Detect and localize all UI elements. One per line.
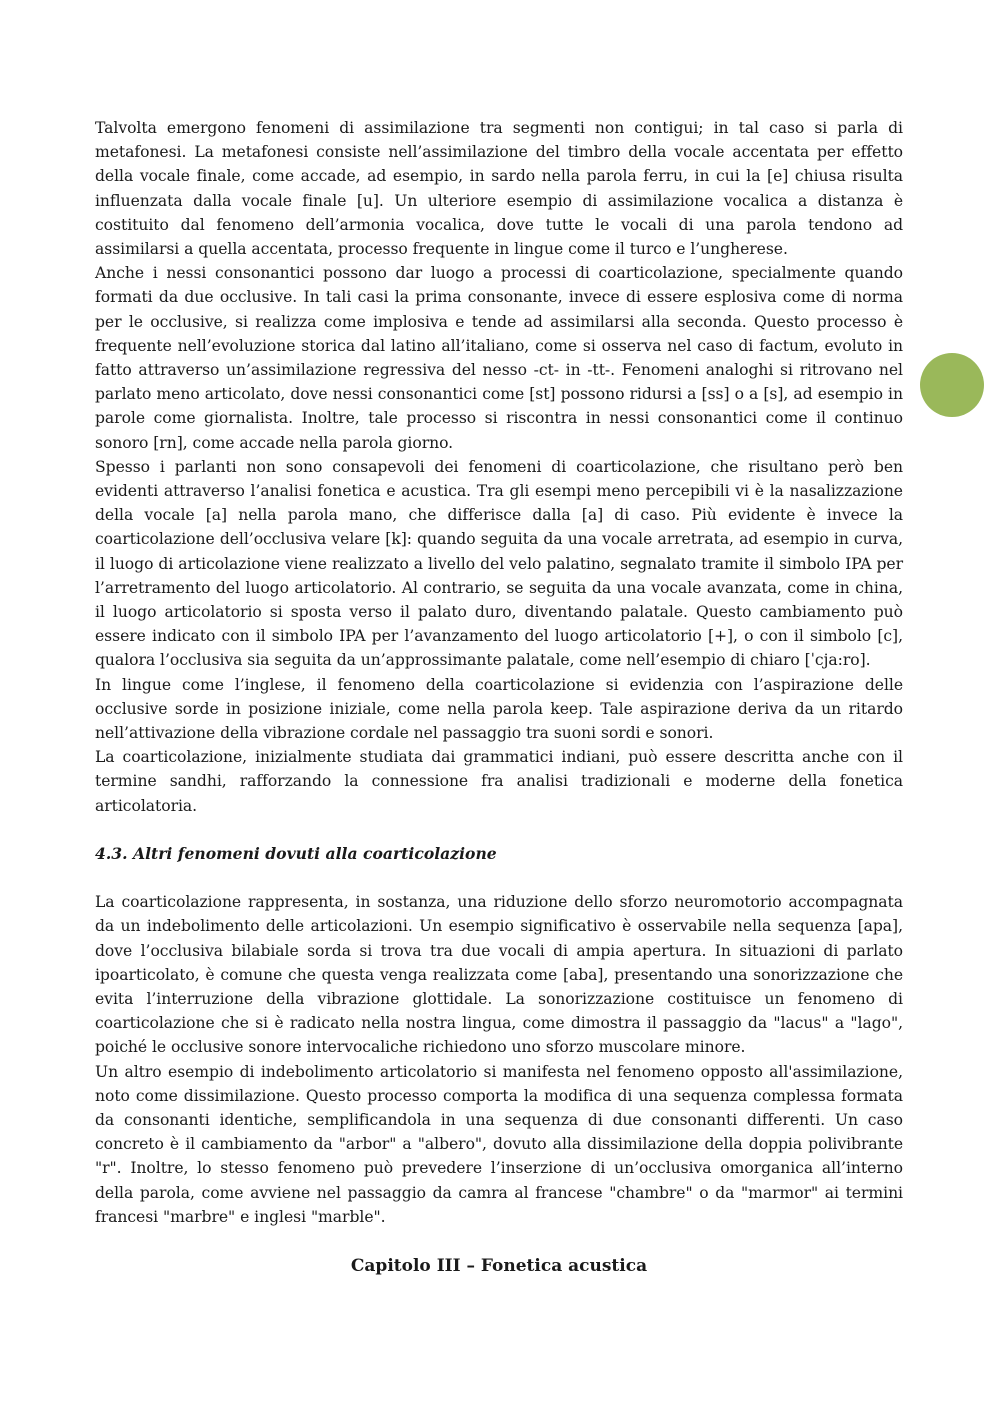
chapter-title: Capitolo III – Fonetica acustica	[350, 1255, 648, 1276]
body-paragraph: In lingue come l’inglese, il fenomeno della coarticolazione si evidenzia con l’aspirazione delle occlusive sorde in posizione iniziale, come nella parola keep. Tale aspirazione deriva da un ritardo nell’attivazione della vibrazione cordale nel passaggio tra suoni sordi e sonori.	[95, 675, 903, 743]
body-paragraph: Anche i nessi consonantici possono dar luogo a processi di coarticolazione, specialmente quando formati da due occlusive. In tali casi la prima consonante, invece di essere esplosiva come di norma per le occlusive, si realizza come implosiva e tende ad assimilarsi alla seconda. Questo processo è frequente nell’evoluzione storica dal latino all’italiano, come si osserva nel caso di factum, evoluto in fatto attraverso un’assimilazione regressiva del nesso -ct- in -tt-. Fenomeni analoghi si ritrovano nel parlato meno articolato, dove nessi consonantici come [st] possono ridursi a [ss] o a [s], ad esempio in parole come giornalista. Inoltre, tale processo si riscontra in nessi consonantici come il continuo sonoro [rn], come accade nella parola giorno.	[95, 264, 903, 452]
body-paragraph: Un altro esempio di indebolimento articolatorio si manifesta nel fenomeno opposto all'assimilazione, noto come dissimilazione. Questo processo comporta la modifica di una sequenza complessa formata da consonanti identiche, semplificandola in una sequenza di due consonanti differenti. Un caso concreto è il cambiamento da "arbor" a "albero", dovuto alla dissimilazione della doppia polivibrante "r". Inoltre, lo stesso fenomeno può prevedere l’inserzione di un’occlusiva omorganica all’interno della parola, come avviene nel passaggio da camra al francese "chambre" o da "marmor" ai termini francesi "marbre" e inglesi "marble".	[95, 1062, 903, 1226]
body-paragraph: La coarticolazione, inizialmente studiata dai grammatici indiani, può essere descritta anche con il termine sandhi, rafforzando la connessione fra analisi tradizionali e moderne della fonetica articolatoria.	[95, 748, 903, 815]
section-heading: 4.3. Altri fenomeni dovuti alla coarticolazione	[95, 843, 497, 863]
body-paragraph: La coarticolazione rappresenta, in sostanza, una riduzione dello sforzo neuromotorio accompagnata da un indebolimento delle articolazioni. Un esempio significativo è osservabile nella sequenza [apa], dove l’occlusiva bilabiale sorda si trova tra due vocali di ampia apertura. In situazioni di parlato ipoarticolato, è comune che questa venga realizzata come [aba], presentando una sonorizzazione che evita l’interruzione della vibrazione glottidale. La sonorizzazione costituisce un fenomeno di coarticolazione che si è radicato nella nostra lingua, come dimostra il passaggio da "lacus" a "lago", poiché le occlusive sonore intervocaliche richiedono uno sforzo muscolare minore.	[95, 893, 903, 1057]
side-tab-marker	[920, 353, 984, 417]
body-paragraph: Spesso i parlanti non sono consapevoli dei fenomeni di coarticolazione, che risultano però ben evidenti attraverso l’analisi fonetica e acustica. Tra gli esempi meno percepibili vi è la nasalizzazione della vocale [a] nella parola mano, che differisce dalla [a] di caso. Più evidente è invece la coarticolazione dell’occlusiva velare [k]: quando seguita da una vocale arretrata, ad esempio in curva, il luogo di articolazione viene realizzato a livello del velo palatino, segnalato tramite il simbolo IPA per l’arretramento del luogo articolatorio. Al contrario, se seguita da una vocale avanzata, come in china, il luogo articolatorio si sposta verso il palato duro, diventando palatale. Questo cambiamento può essere indicato con il simbolo IPA per l’avanzamento del luogo articolatorio [+], o con il simbolo [c], qualora l’occlusiva sia seguita da un’approssimante palatale, come nell’esempio di chiaro [ˈcja:ro].	[95, 457, 903, 670]
body-paragraph: Talvolta emergono fenomeni di assimilazione tra segmenti non contigui; in tal caso si parla di metafonesi. La metafonesi consiste nell’assimilazione del timbro della vocale accentata per effetto della vocale finale, come accade, ad esempio, in sardo nella parola ferru, in cui la [e] chiusa risulta influenzata dalla vocale finale [u]. Un ulteriore esempio di assimilazione vocalica a distanza è costituito dal fenomeno dell’armonia vocalica, dove tutte le vocali di una parola tendono ad assimilarsi a quella accentata, processo frequente in lingue come il turco e l’ungherese.	[95, 119, 903, 259]
page-content	[95, 116, 903, 1279]
